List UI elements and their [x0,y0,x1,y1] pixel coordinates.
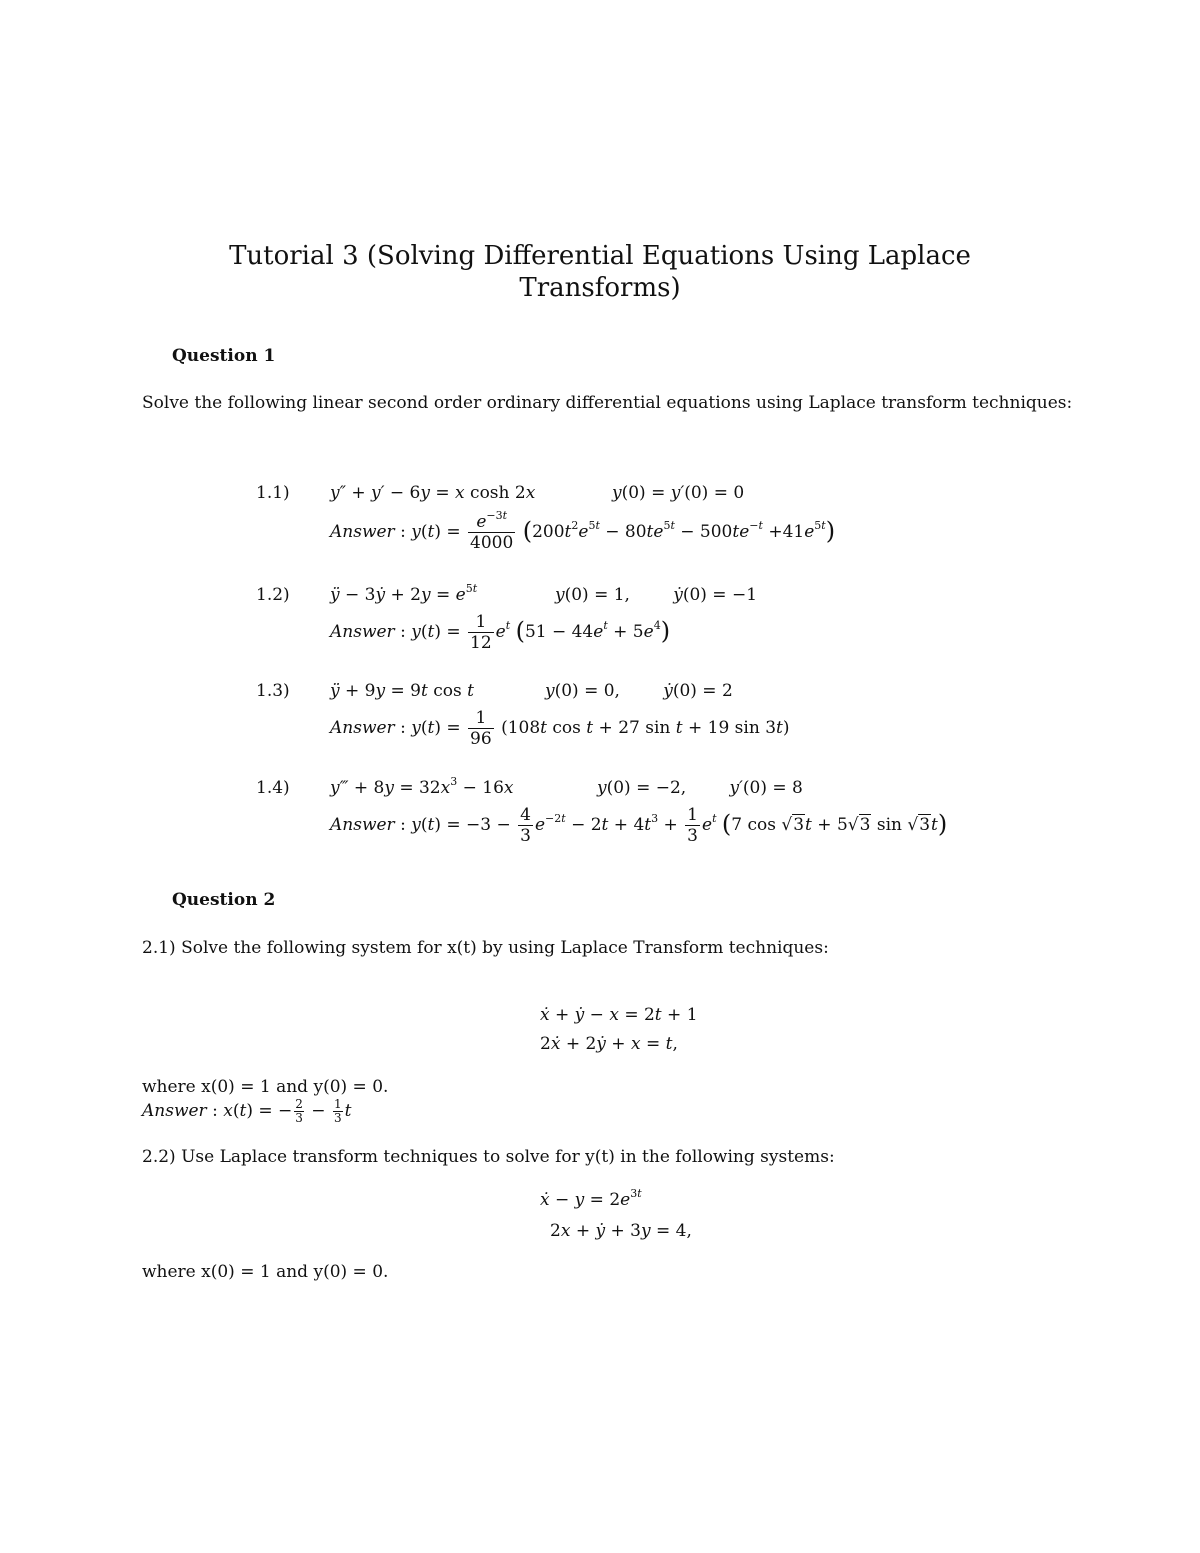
item-1-3-initial-conditions: y(0) = 0, ẏ(0) = 2 [545,681,733,701]
question-1-intro: Solve the following linear second order ordinary differential equations using Laplace transform techniques: [142,393,1073,413]
item-1-1-answer: Answer : y(t) = $\frac{e^{-3t}}{4000}$ $(200t^2e^{5t} - 80te^{5t} - 500te^{-t} +41e^{5t})$ [330,509,836,553]
question-2-2-intro: 2.2) Use Laplace transform techniques to solve for y(t) in the following systems: [142,1147,835,1167]
item-1-4-equation: y‴ + $8y = 32x^3 - 16x$ [330,775,514,798]
system-2-2-equation-2: 2x + ẏ + 3y = 4, [550,1221,692,1241]
question-1-heading: Question 1 [172,346,276,366]
question-2-2-conditions: where x(0) = 1 and y(0) = 0. [142,1262,389,1282]
page-title-line-1: Tutorial 3 (Solving Differential Equations Using Laplace [229,241,971,271]
item-1-4-initial-conditions: y(0) = −2, y′(0) = 8 [597,778,803,798]
system-2-1-equation-2: 2ẋ + 2ẏ + x = t, [540,1034,678,1054]
item-1-3-equation: ÿ + 9y = 9t cos t [330,681,474,701]
system-2-1-equation-1: ẋ + ẏ − x = 2t + 1 [540,1005,698,1025]
question-2-1-answer: Answer : x(t) = − $\frac{2}{3}$ − $\frac{1}{3}$ t [142,1097,352,1125]
item-1-3-label: 1.3) [256,681,290,701]
item-1-4-answer: Answer : y(t) = −3 − $\frac{4}{3}$ $e^{-2t} - 2t + 4t^3$ + $\frac{1}{3}$ $e^t$ (7 cos √3t + 5√3 sin √3t) [330,805,948,846]
question-2-heading: Question 2 [172,890,276,910]
item-1-2-answer: Answer : y(t) = $\frac{1}{12}$ $e^t$ $(51 - 44e^t + 5e^4)$ [330,612,671,653]
item-1-4-label: 1.4) [256,778,290,798]
item-1-1-label: 1.1) [256,483,290,503]
page-title-line-2: Transforms) [519,273,681,303]
question-2-1-conditions: where x(0) = 1 and y(0) = 0. [142,1077,389,1097]
item-1-1-equation: y″ + y′ − 6y = x cosh 2x [330,483,536,503]
item-1-1-initial-conditions: y(0) = y′(0) = 0 [612,483,745,503]
item-1-2-label: 1.2) [256,585,290,605]
system-2-2-equation-1: ẋ − $y = 2e^{3t}$ [540,1187,642,1210]
item-1-3-answer: Answer : y(t) = $\frac{1}{96}$ (108t cos t + 27 sin t + 19 sin 3t) [330,708,790,749]
question-2-1-intro: 2.1) Solve the following system for x(t) by using Laplace Transform techniques: [142,938,829,958]
item-1-2-initial-conditions: y(0) = 1, ẏ(0) = −1 [555,585,758,605]
item-1-2-equation: ÿ − 3ẏ + $2y = e^{5t}$ [330,582,478,605]
